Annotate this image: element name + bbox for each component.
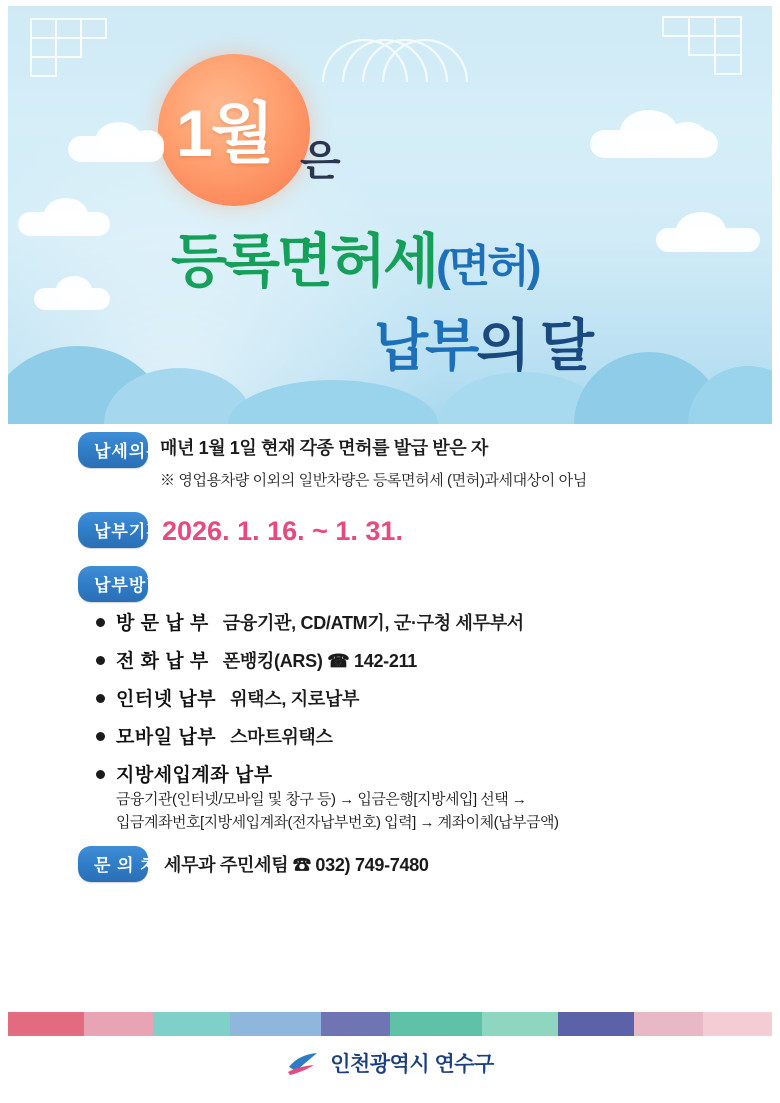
taxpayer-text [148, 432, 587, 490]
method-label: 전 화 납 부 [116, 651, 209, 672]
method-label: 모바일 납부 [116, 727, 217, 748]
footer-color-bar [8, 1012, 772, 1036]
taxpayer-tag: 납세의무자 [78, 432, 148, 468]
method-value: 스마트위택스 [230, 727, 333, 747]
hero-month: 1월 [176, 96, 273, 170]
period-tag: 납부기간 [78, 512, 148, 548]
bullet-icon [96, 656, 105, 665]
hero-title-paren: (면허) [436, 242, 539, 291]
content-body [0, 432, 780, 886]
method-label: 방 문 납 부 [116, 613, 209, 634]
hero-particle: 은 [300, 137, 340, 184]
methods-tag: 납부방법 [78, 566, 148, 602]
contact-tag: 문 의 처 [78, 846, 148, 882]
color-segment [84, 1012, 153, 1036]
section-methods-header [0, 566, 780, 602]
hero-title-pay: 납부 [374, 314, 477, 377]
list-item [96, 646, 780, 673]
method-label: 지방세입계좌 납부 [116, 765, 273, 786]
bullet-icon [96, 770, 105, 779]
section-taxpayer [0, 432, 780, 490]
list-item [96, 722, 780, 749]
method-sub-line: 입금계좌번호[지방세입계좌(전자납부번호) 입력] → 계좌이체(납부금액) [116, 813, 559, 831]
hero-title-tax: 등록면허세 [171, 229, 437, 294]
method-sub-line: 금융기관(인터넷/모바일 및 창구 등) → 입금은행[지방세입] 선택 → [116, 791, 527, 808]
list-item [96, 760, 780, 787]
color-segment [634, 1012, 703, 1036]
method-value: 위택스, 지로납부 [230, 689, 360, 709]
color-segment [482, 1012, 558, 1036]
color-segment [321, 1012, 390, 1036]
color-segment [8, 1012, 84, 1036]
color-segment [558, 1012, 634, 1036]
footer [0, 1048, 780, 1081]
contact-tag-wrap [0, 846, 158, 882]
list-item [96, 608, 780, 635]
footer-inner [286, 1048, 494, 1078]
bullet-icon [96, 618, 105, 627]
methods-list [0, 608, 780, 834]
hero-title-month-of: 의 달 [476, 314, 591, 377]
method-value: 폰뱅킹(ARS) ☎ 142-211 [222, 651, 418, 671]
page-edge-left [0, 0, 8, 1103]
section-contact [0, 846, 780, 882]
contact-value: 세무과 주민세팀 ☎ 032) 749-7480 [164, 855, 429, 875]
method-sub-detail [96, 789, 780, 834]
taxpayer-tag-wrap [0, 432, 182, 468]
bullet-icon [96, 732, 105, 741]
taxpayer-note-text: ※ 영업용차량 이외의 일반차량은 등록면허세 (면허)과세대상이 아님 [160, 472, 587, 489]
color-segment [153, 1012, 229, 1036]
method-label: 인터넷 납부 [116, 689, 217, 710]
page-edge-right [772, 0, 780, 1103]
hero-banner [8, 6, 772, 424]
section-period [0, 512, 780, 548]
list-item [96, 684, 780, 711]
color-segment [703, 1012, 772, 1036]
period-value: 2026. 1. 16. ~ 1. 31. [162, 515, 403, 546]
incheon-logo-icon [286, 1050, 320, 1076]
color-segment [230, 1012, 322, 1036]
methods-tag-wrap [0, 566, 164, 602]
taxpayer-main-text: 매년 1월 1일 현재 각종 면허를 발급 받은 자 [160, 438, 488, 458]
bullet-icon [96, 694, 105, 703]
hero-title-line-3 [374, 302, 591, 382]
color-segment [390, 1012, 482, 1036]
footer-organization: 인천광역시 연수구 [330, 1053, 494, 1076]
method-value: 금융기관, CD/ATM기, 군·구청 세무부서 [222, 613, 524, 633]
hero-title-line-2 [171, 214, 538, 298]
period-tag-wrap [0, 512, 164, 548]
